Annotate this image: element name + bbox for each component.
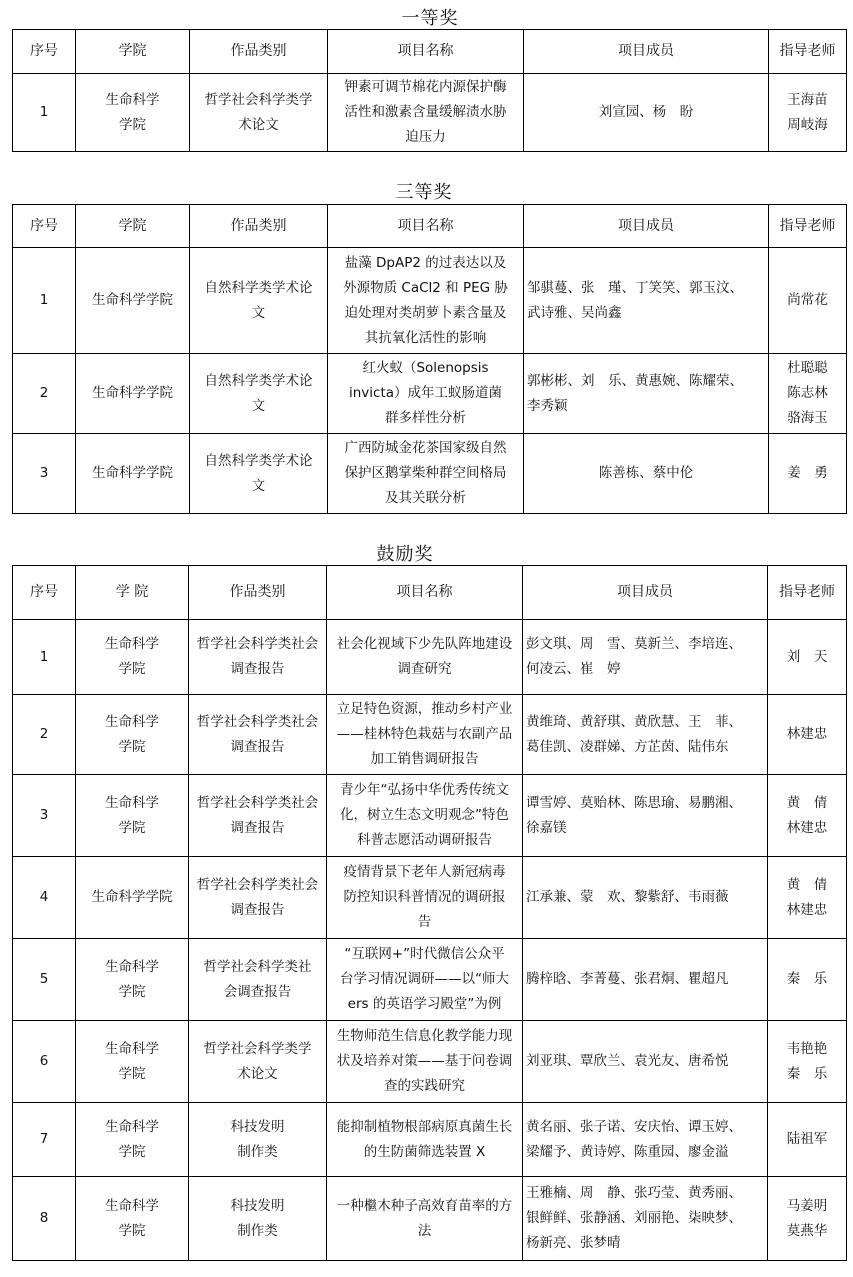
cell-advisor: 林建忠 [768,695,847,775]
cell-college: 生命科学学院 [76,248,190,354]
cell-members: 刘宣园、杨 盼 [524,74,769,152]
cell-college: 生命科学学院 [76,354,190,434]
cell-advisor: 王海苗 周岐海 [769,74,847,152]
cell-members: 江承兼、蒙 欢、黎紫舒、韦雨薇 [523,857,768,939]
cell-advisor: 马姜明 莫燕华 [768,1177,847,1261]
cell-category: 自然科学类学术论 文 [190,248,328,354]
cell-project: 生物师范生信息化教学能力现 状及培养对策——基于问卷调 查的实践研究 [327,1021,523,1103]
table-row [13,939,847,1021]
cell-project: “互联网+”时代微信公众平 台学习情况调研——以“师大 ers 的英语学习殿堂”为例 [327,939,523,1021]
table-row [13,695,847,775]
header-category: 作品类别 [190,205,328,248]
cell-advisor: 尚常花 [769,248,847,354]
header-no: 序号 [13,566,76,620]
header-members: 项目成员 [524,205,769,248]
cell-members: 邹骐蔓、张 瑾、丁笑笑、郭玉汶、 武诗雅、吴尚鑫 [524,248,769,354]
table-header-row [13,205,847,248]
cell-advisor: 秦 乐 [768,939,847,1021]
header-no: 序号 [13,205,76,248]
table-header-row [13,566,847,620]
cell-no: 1 [13,248,76,354]
cell-project: 广西防城金花茶国家级自然 保护区鹅掌柴种群空间格局 及其关联分析 [328,434,524,514]
table-row [13,775,847,857]
cell-advisor: 刘 天 [768,620,847,695]
first-prize-title: 一等奖 [401,8,459,29]
cell-project: 青少年“弘扬中华优秀传统文 化，树立生态文明观念”特色 科普志愿活动调研报告 [327,775,523,857]
cell-category: 科技发明 制作类 [189,1177,327,1261]
header-project: 项目名称 [327,566,523,620]
cell-no: 3 [13,434,76,514]
header-college: 学院 [76,205,190,248]
third-prize-table [12,204,847,514]
cell-category: 自然科学类学术论 文 [190,354,328,434]
table-row [13,354,847,434]
cell-members: 腾梓晗、李菁蔓、张君烔、瞿超凡 [523,939,768,1021]
cell-advisor: 黄 倩 林建忠 [768,857,847,939]
cell-project: 盐藻 DpAP2 的过表达以及 外源物质 CaCl2 和 PEG 胁 迫处理对类胡萝卜素含量及 其抗氧化活性的影响 [328,248,524,354]
header-category: 作品类别 [190,30,328,74]
cell-category: 哲学社会科学类学 术论文 [190,74,328,152]
cell-members: 王雅楠、周 静、张巧莹、黄秀丽、 银鲜鲜、张静涵、刘丽艳、柒映梦、 杨新亮、张梦晴 [523,1177,768,1261]
table-row [13,434,847,514]
header-members: 项目成员 [524,30,769,74]
cell-project: 钾素可调节棉花内源保护酶 活性和激素含量缓解渍水胁 迫压力 [328,74,524,152]
header-no: 序号 [13,30,76,74]
cell-no: 2 [13,354,76,434]
cell-category: 哲学社会科学类社会 调查报告 [189,857,327,939]
cell-members: 黄名丽、张子诺、安庆怡、谭玉婷、 梁耀予、黄诗婷、陈重园、廖金溢 [523,1103,768,1177]
header-advisor: 指导老师 [768,566,847,620]
cell-category: 哲学社会科学类社 会调查报告 [189,939,327,1021]
third-prize-title: 三等奖 [395,182,453,203]
cell-college: 生命科学 学院 [76,1177,189,1261]
header-project: 项目名称 [328,205,524,248]
cell-project: 红火蚁（Solenopsis invicta）成年工蚁肠道菌 群多样性分析 [328,354,524,434]
table-row [13,74,847,152]
cell-members: 彭文琪、周 雪、莫新兰、李培连、 何凌云、崔 婷 [523,620,768,695]
cell-no: 8 [13,1177,76,1261]
cell-advisor: 杜聪聪 陈志林 骆海玉 [769,354,847,434]
cell-members: 刘亚琪、覃欣兰、袁光友、唐希悦 [523,1021,768,1103]
cell-no: 7 [13,1103,76,1177]
cell-college: 生命科学 学院 [76,1021,189,1103]
cell-college: 生命科学学院 [76,857,189,939]
cell-college: 生命科学 学院 [76,695,189,775]
table-row [13,857,847,939]
header-category: 作品类别 [189,566,327,620]
cell-advisor: 陆祖军 [768,1103,847,1177]
cell-advisor: 姜 勇 [769,434,847,514]
cell-category: 哲学社会科学类社会 调查报告 [189,775,327,857]
cell-members: 黄维琦、黄舒琪、黄欣慧、王 菲、 葛佳凯、凌群娣、方芷茵、陆伟东 [523,695,768,775]
cell-project: 一种檵木种子高效育苗率的方 法 [327,1177,523,1261]
header-members: 项目成员 [523,566,768,620]
cell-project: 立足特色资源，推动乡村产业 ——桂林特色栽菇与农副产品 加工销售调研报告 [327,695,523,775]
header-advisor: 指导老师 [769,205,847,248]
cell-members: 郭彬彬、刘 乐、黄惠婉、陈耀荣、 李秀颖 [524,354,769,434]
cell-category: 自然科学类学术论 文 [190,434,328,514]
cell-members: 陈善栋、蔡中伦 [524,434,769,514]
encouragement-prize-table [12,565,847,1261]
table-header-row [13,30,847,74]
cell-no: 5 [13,939,76,1021]
cell-advisor: 黄 倩 林建忠 [768,775,847,857]
header-college: 学 院 [76,566,189,620]
cell-project: 疫情背景下老年人新冠病毒 防控知识科普情况的调研报 告 [327,857,523,939]
header-college: 学院 [76,30,190,74]
cell-no: 2 [13,695,76,775]
cell-members: 谭雪婷、莫贻林、陈思瑜、易鹏湘、 徐嘉镁 [523,775,768,857]
cell-no: 1 [13,74,76,152]
cell-project: 能抑制植物根部病原真菌生长 的生防菌筛选装置 X [327,1103,523,1177]
cell-no: 6 [13,1021,76,1103]
table-row [13,620,847,695]
cell-college: 生命科学 学院 [76,775,189,857]
cell-no: 4 [13,857,76,939]
cell-category: 哲学社会科学类学 术论文 [189,1021,327,1103]
header-project: 项目名称 [328,30,524,74]
cell-college: 生命科学 学院 [76,939,189,1021]
cell-project: 社会化视域下少先队阵地建设 调查研究 [327,620,523,695]
cell-no: 1 [13,620,76,695]
table-row [13,1177,847,1261]
table-row [13,1021,847,1103]
table-row [13,248,847,354]
encouragement-prize-title: 鼓励奖 [376,544,434,565]
cell-college: 生命科学学院 [76,434,190,514]
cell-college: 生命科学 学院 [76,1103,189,1177]
cell-advisor: 韦艳艳 秦 乐 [768,1021,847,1103]
first-prize-table [12,29,847,152]
cell-no: 3 [13,775,76,857]
cell-category: 科技发明 制作类 [189,1103,327,1177]
cell-college: 生命科学 学院 [76,620,189,695]
table-row [13,1103,847,1177]
cell-category: 哲学社会科学类社会 调查报告 [189,620,327,695]
cell-college: 生命科学 学院 [76,74,190,152]
header-advisor: 指导老师 [769,30,847,74]
cell-category: 哲学社会科学类社会 调查报告 [189,695,327,775]
